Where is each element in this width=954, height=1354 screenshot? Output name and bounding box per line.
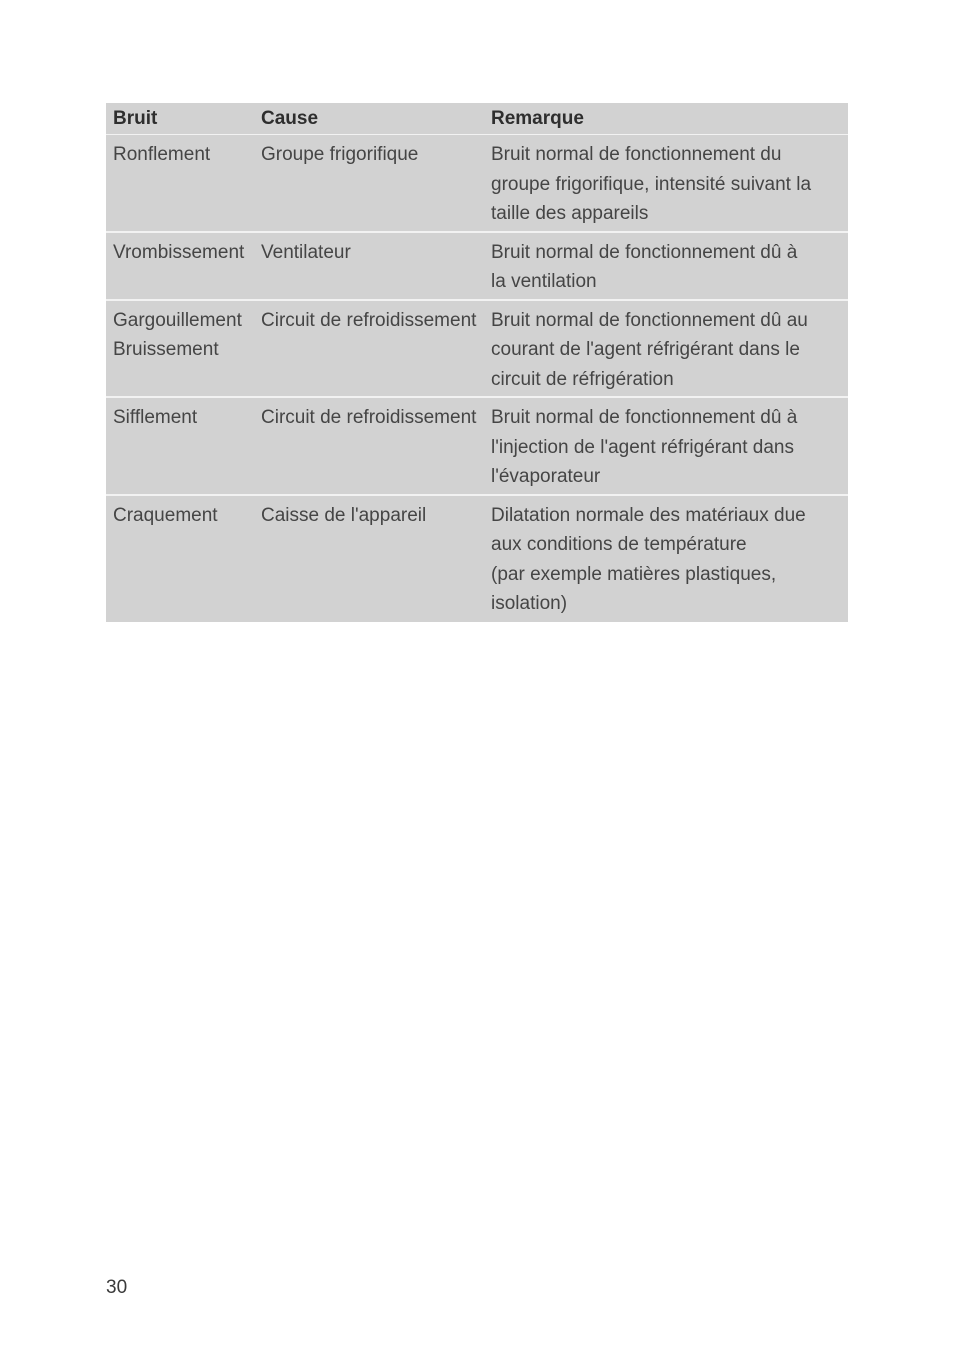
- cell-line: l'évaporateur: [491, 466, 601, 487]
- cell-line: Bruit normal de fonctionnement dû au: [491, 309, 808, 331]
- cell-line: aux conditions de température: [491, 534, 747, 555]
- cell-line: Ronflement: [113, 144, 211, 165]
- cell-line: taille des appareils: [491, 203, 649, 224]
- cell-line: Bruit normal de fonctionnement dû à: [491, 407, 798, 428]
- cell-line: Dilatation normale des matériaux due: [491, 504, 806, 526]
- cell-bruit: [106, 397, 254, 495]
- cell-line: Caisse de l'appareil: [261, 504, 427, 526]
- table-row: [106, 232, 848, 300]
- cell-bruit: [106, 232, 254, 300]
- cell-line: Bruissement: [113, 339, 219, 360]
- cell-cause: [254, 495, 486, 622]
- cell-remarque: [486, 397, 848, 495]
- cell-bruit: [106, 495, 254, 622]
- page-number: 30: [106, 1277, 128, 1298]
- cell-line: isolation): [491, 593, 568, 614]
- cell-line: Bruit normal de fonctionnement dû à: [491, 241, 798, 263]
- cell-line: Vrombissement: [113, 241, 245, 263]
- cell-line: Ventilateur: [261, 241, 351, 263]
- header-cause: Cause: [254, 103, 486, 135]
- cell-line: la ventilation: [491, 271, 597, 292]
- table-row: [106, 300, 848, 398]
- cell-remarque: [486, 495, 848, 622]
- cell-line: Sifflement: [113, 407, 198, 428]
- table-body: [106, 135, 848, 622]
- cell-line: Gargouillement: [113, 309, 242, 331]
- cell-line: circuit de réfrigération: [491, 368, 674, 390]
- cell-cause: [254, 300, 486, 398]
- cell-line: Craquement: [113, 504, 218, 526]
- cell-line: l'injection de l'agent réfrigérant dans: [491, 436, 794, 458]
- table-row: [106, 397, 848, 495]
- cell-line: Circuit de refroidissement: [261, 309, 477, 331]
- cell-bruit: [106, 135, 254, 232]
- cell-line: Groupe frigorifique: [261, 144, 419, 165]
- cell-remarque: [486, 232, 848, 300]
- cell-remarque: [486, 300, 848, 398]
- cell-line: courant de l'agent réfrigérant dans le: [491, 339, 800, 360]
- cell-cause: [254, 232, 486, 300]
- table-header-row: [106, 103, 848, 135]
- noise-table: [106, 103, 848, 622]
- cell-line: (par exemple matières plastiques,: [491, 563, 777, 585]
- cell-bruit: [106, 300, 254, 398]
- cell-cause: [254, 397, 486, 495]
- header-remarque: Remarque: [486, 103, 848, 135]
- cell-cause: [254, 135, 486, 232]
- table-row: [106, 495, 848, 622]
- header-bruit: Bruit: [106, 103, 254, 135]
- cell-line: groupe frigorifique, intensité suivant la: [491, 173, 812, 195]
- cell-line: Circuit de refroidissement: [261, 407, 477, 428]
- cell-line: Bruit normal de fonctionnement du: [491, 144, 782, 165]
- cell-remarque: [486, 135, 848, 232]
- table-row: [106, 135, 848, 232]
